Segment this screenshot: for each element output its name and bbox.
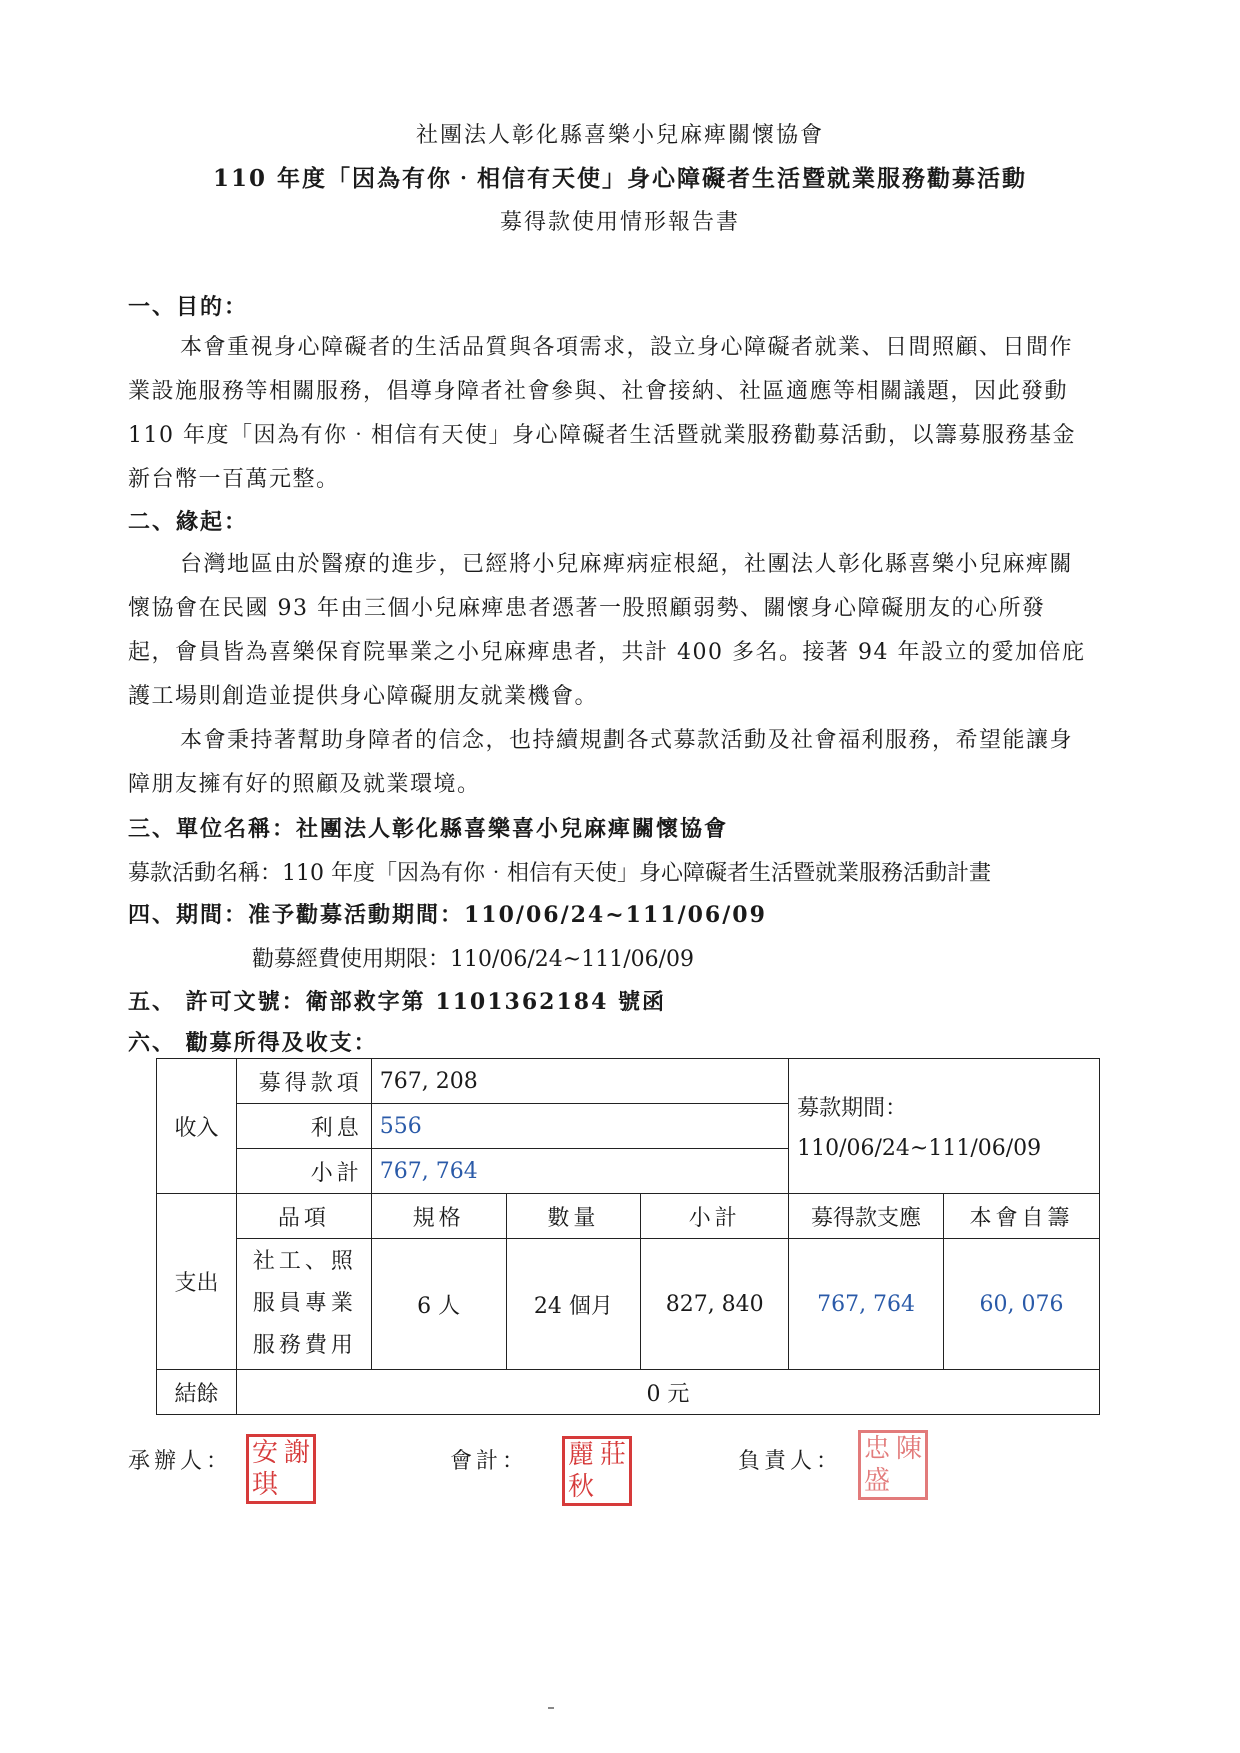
seal-char: 陳 <box>895 1434 922 1464</box>
table-row <box>157 1194 1100 1239</box>
fund-table <box>156 1058 1100 1415</box>
table-row <box>157 1370 1100 1415</box>
unit-line: 三、單位名稱：社團法人彰化縣喜樂喜小兒麻痺關懷協會 <box>128 816 729 842</box>
subtotal-label: 小計 <box>236 1149 371 1194</box>
expense-label: 支出 <box>157 1194 237 1370</box>
header-spec: 規格 <box>371 1194 506 1239</box>
item-subtotal-value: 827, 840 <box>641 1239 789 1370</box>
origin-line: 台灣地區由於醫療的進步，已經將小兒麻痺病症根絕，社團法人彰化縣喜樂小兒麻痺關 <box>180 552 1074 577</box>
table-row <box>157 1239 1100 1370</box>
balance-value: 0 元 <box>236 1370 1099 1415</box>
header-qty: 數量 <box>506 1194 641 1239</box>
seal-char: 謝 <box>283 1438 310 1468</box>
seal-char: 秋 <box>567 1472 594 1502</box>
raised-value: 767, 208 <box>371 1059 788 1104</box>
spec-value: 6 人 <box>371 1239 506 1370</box>
income-label: 收入 <box>157 1059 237 1194</box>
period-cell-label: 募款期間： <box>797 1096 908 1121</box>
item-cell <box>236 1239 371 1370</box>
header-funded: 募得款支應 <box>789 1194 944 1239</box>
accountant-label: 會計： <box>450 1449 529 1474</box>
funded-value: 767, 764 <box>789 1239 944 1370</box>
header-subtotal: 小計 <box>641 1194 789 1239</box>
accountant-seal-icon <box>562 1436 632 1506</box>
table-row <box>157 1059 1100 1104</box>
seal-char: 麗 <box>567 1440 594 1470</box>
origin-heading: 二、緣起： <box>128 509 249 535</box>
origin2-line: 本會秉持著幫助身障者的信念，也持續規劃各式募款活動及社會福利服務，希望能讓身 <box>180 728 1074 753</box>
header-self-funded: 本會自籌 <box>944 1194 1100 1239</box>
interest-value: 556 <box>371 1104 788 1149</box>
subtotal-value: 767, 764 <box>371 1149 788 1194</box>
purpose-heading: 一、目的： <box>128 294 249 320</box>
period-cell-value: 110/06/24~111/06/09 <box>797 1136 1042 1161</box>
seal-char: 莊 <box>599 1440 626 1470</box>
activity-line: 募款活動名稱：110 年度「因為有你‧相信有天使」身心障礙者生活暨就業服務活動計畫 <box>128 861 991 886</box>
period-line: 四、期間：准予勸募活動期間：110/06/24~111/06/09 <box>128 902 767 928</box>
seal-char: 安 <box>251 1438 278 1468</box>
purpose-paragraph <box>128 326 1118 502</box>
header-item: 品項 <box>236 1194 371 1239</box>
permit-line: 五、 許可文號：衛部救字第 1101362184 號函 <box>128 989 667 1015</box>
responsible-label: 負責人： <box>738 1449 843 1474</box>
responsible-seal-icon <box>858 1430 928 1500</box>
seal-char: 盛 <box>863 1466 890 1496</box>
origin-line: 護工場則創造並提供身心障礙朋友就業機會。 <box>128 684 599 709</box>
item-line: 社工、照 <box>252 1249 357 1274</box>
handler-seal-icon <box>246 1434 316 1504</box>
report-title: 募得款使用情形報告書 <box>499 210 740 235</box>
seal-char: 忠 <box>863 1434 890 1464</box>
purpose-line: 本會重視身心障礙者的生活品質與各項需求，設立身心障礙者就業、日間照顧、日間作 <box>180 335 1074 360</box>
org-title: 社團法人彰化縣喜樂小兒麻痺關懷協會 <box>415 123 824 148</box>
handler-label: 承辦人： <box>128 1449 233 1474</box>
origin-line: 起，會員皆為喜樂保育院畢業之小兒麻痺患者，共計 400 多名。接著 94 年設立的愛加倍庇 <box>128 640 1086 665</box>
campaign-title: 110 年度「因為有你‧相信有天使」身心障礙者生活暨就業服務勸募活動 <box>212 165 1028 192</box>
period-cell <box>789 1059 1100 1194</box>
purpose-line: 新台幣一百萬元整。 <box>128 467 340 492</box>
self-funded-value: 60, 076 <box>944 1239 1100 1370</box>
purpose-line: 業設施服務等相關服務，倡導身障者社會參與、社會接納、社區適應等相關議題，因此發動 <box>128 379 1069 404</box>
table-heading: 六、 勸募所得及收支： <box>128 1030 378 1056</box>
qty-value: 24 個月 <box>506 1239 641 1370</box>
purpose-line: 110 年度「因為有你‧相信有天使」身心障礙者生活暨就業服務勸募活動，以籌募服務基金 <box>128 423 1076 448</box>
item-line: 服員專業 <box>252 1291 357 1316</box>
interest-label: 利息 <box>236 1104 371 1149</box>
balance-label: 結餘 <box>157 1370 237 1415</box>
scan-mark <box>548 1707 554 1709</box>
seal-char: 琪 <box>251 1470 278 1500</box>
origin-paragraph <box>128 543 1118 807</box>
raised-label: 募得款項 <box>236 1059 371 1104</box>
item-line: 服務費用 <box>252 1333 357 1358</box>
period-usage-line: 勸募經費使用期限：110/06/24~111/06/09 <box>252 947 695 972</box>
origin2-line: 障朋友擁有好的照顧及就業環境。 <box>128 772 481 797</box>
origin-line: 懷協會在民國 93 年由三個小兒麻痺患者憑著一股照顧弱勢、關懷身心障礙朋友的心所發 <box>128 596 1046 621</box>
